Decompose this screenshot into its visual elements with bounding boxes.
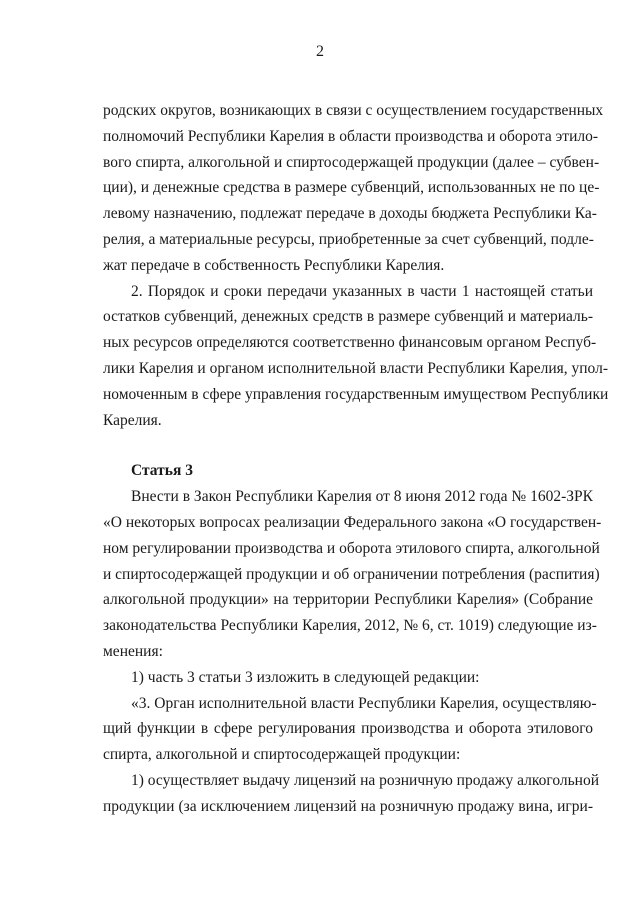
paragraph-2 bbox=[103, 279, 609, 434]
text-line: спирта, алкогольной и спиртосодержащей продукции: bbox=[103, 746, 461, 764]
text-line: «3. Орган исполнительной власти Республики Карелия, осуществляю- bbox=[131, 694, 597, 712]
text-line: лики Карелия и органом исполнительной власти Республики Карелия, упол- bbox=[103, 359, 608, 377]
text-line: левому назначению, подлежат передаче в доходы бюджета Республики Ка- bbox=[103, 205, 597, 223]
text-line: ном регулировании производства и оборота этилового спирта, алкогольной bbox=[103, 539, 600, 557]
quoted-amendment bbox=[103, 691, 597, 768]
text-line: жат передаче в собственность Республики Карелия. bbox=[103, 256, 445, 274]
text-line: алкогольной продукции» на территории Республики Карелия» (Собрание bbox=[103, 591, 593, 609]
document-body bbox=[103, 98, 609, 820]
text-line: и спиртосодержащей продукции и об ограничении потребления (распития) bbox=[103, 565, 600, 583]
text-line: 2. Порядок и сроки передачи указанных в части 1 настоящей статьи bbox=[131, 282, 593, 300]
text-line: продукции (за исключением лицензий на розничную продажу вина, игри- bbox=[103, 797, 593, 815]
text-line: щий функции в сфере регулирования производства и оборота этилового bbox=[103, 720, 593, 738]
article-heading: Статья 3 bbox=[131, 462, 193, 480]
text-line: Карелия. bbox=[103, 411, 162, 429]
text-line: релия, а материальные ресурсы, приобретенные за счет субвенций, подле- bbox=[103, 230, 594, 248]
sub-item-1 bbox=[103, 768, 600, 820]
list-item-1: 1) часть 3 статьи 3 изложить в следующей редакции: bbox=[131, 668, 480, 686]
text-line: номоченным в сфере управления государственным имуществом Республики bbox=[103, 385, 609, 403]
text-line: родских округов, возникающих в связи с осуществлением государственных bbox=[103, 102, 604, 119]
text-line: полномочий Республики Карелия в области производства и оборота этило- bbox=[103, 127, 599, 145]
text-line: вого спирта, алкогольной и спиртосодержащей продукции (далее – субвен- bbox=[103, 153, 600, 171]
text-line: остатков субвенций, денежных средств в размере субвенций и материаль- bbox=[103, 308, 593, 326]
text-line: менения: bbox=[103, 642, 163, 660]
text-line: ных ресурсов определяются соответственно финансовым органом Респуб- bbox=[103, 334, 597, 352]
text-line: ции), и денежные средства в размере субвенций, использованных не по це- bbox=[103, 179, 600, 197]
page-number: 2 bbox=[316, 43, 324, 60]
text-line: Внести в Закон Республики Карелия от 8 июня 2012 года № 1602-ЗРК bbox=[131, 488, 593, 506]
article-3-paragraph-1 bbox=[103, 484, 602, 665]
text-line: «О некоторых вопросах реализации Федерального закона «О государствен- bbox=[103, 513, 602, 531]
text-line: законодательства Республики Карелия, 2012, № 6, ст. 1019) следующие из- bbox=[103, 617, 597, 635]
section-gap bbox=[103, 433, 593, 458]
paragraph-continuation bbox=[103, 98, 604, 279]
text-line: 1) осуществляет выдачу лицензий на розничную продажу алкогольной bbox=[131, 771, 600, 789]
